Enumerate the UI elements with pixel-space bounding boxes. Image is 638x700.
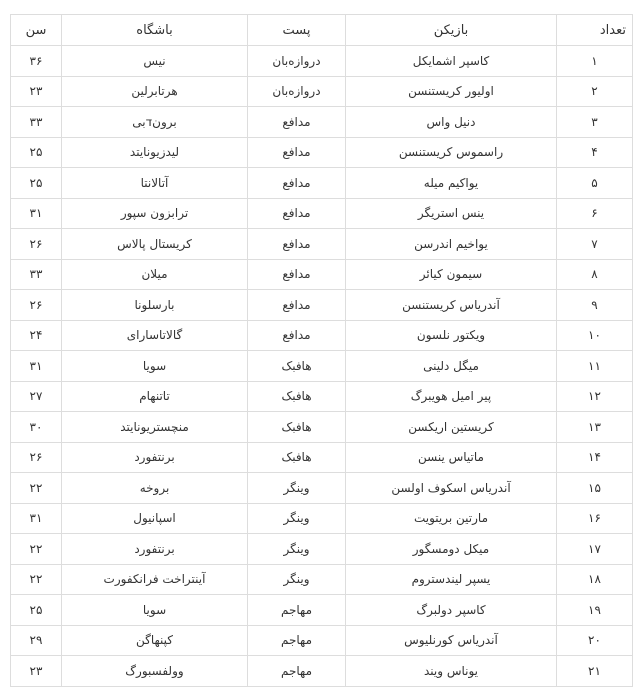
header-player: بازیکن xyxy=(346,15,557,46)
cell-position: مهاجم xyxy=(248,656,346,687)
cell-player: میکل دومسگور xyxy=(346,534,557,565)
cell-age: ۲۲ xyxy=(11,473,62,504)
cell-player: آندریاس اسکوف اولسن xyxy=(346,473,557,504)
cell-number: ۸ xyxy=(557,259,633,290)
cell-position: دروازه‌بان xyxy=(248,46,346,77)
cell-position: مهاجم xyxy=(248,625,346,656)
cell-club: تاتنهام xyxy=(62,381,248,412)
table-row xyxy=(11,503,633,534)
table-row xyxy=(11,46,633,77)
cell-age: ۳۳ xyxy=(11,259,62,290)
table-row xyxy=(11,229,633,260)
table-row xyxy=(11,198,633,229)
cell-player: کاسپر اشمایکل xyxy=(346,46,557,77)
cell-player: یواکیم میله xyxy=(346,168,557,199)
cell-club: کریستال پالاس xyxy=(62,229,248,260)
cell-player: کاسپر دولبرگ xyxy=(346,595,557,626)
cell-position: مدافع xyxy=(248,290,346,321)
cell-position: هافبک xyxy=(248,412,346,443)
cell-position: مدافع xyxy=(248,198,346,229)
cell-position: وینگر xyxy=(248,503,346,534)
cell-club: کپنهاگن xyxy=(62,625,248,656)
cell-player: پیر امیل هویبرگ xyxy=(346,381,557,412)
cell-age: ۲۲ xyxy=(11,564,62,595)
cell-age: ۲۵ xyxy=(11,595,62,626)
cell-player: اولیور کریستنسن xyxy=(346,76,557,107)
table-row xyxy=(11,625,633,656)
cell-age: ۲۵ xyxy=(11,168,62,199)
cell-club: برونדبی xyxy=(62,107,248,138)
cell-age: ۳۱ xyxy=(11,351,62,382)
cell-age: ۲۶ xyxy=(11,290,62,321)
cell-player: ویکتور نلسون xyxy=(346,320,557,351)
cell-position: مدافع xyxy=(248,168,346,199)
cell-age: ۳۱ xyxy=(11,198,62,229)
cell-position: وینگر xyxy=(248,534,346,565)
cell-number: ۱۲ xyxy=(557,381,633,412)
cell-player: سیمون کیائر xyxy=(346,259,557,290)
cell-number: ۹ xyxy=(557,290,633,321)
cell-player: آندریاس کریستنسن xyxy=(346,290,557,321)
cell-age: ۲۳ xyxy=(11,656,62,687)
cell-age: ۳۳ xyxy=(11,107,62,138)
cell-club: بارسلونا xyxy=(62,290,248,321)
table-row xyxy=(11,259,633,290)
cell-number: ۶ xyxy=(557,198,633,229)
header-age: سن xyxy=(11,15,62,46)
cell-player: یوناس ویند xyxy=(346,656,557,687)
cell-age: ۲۶ xyxy=(11,442,62,473)
cell-position: هافبک xyxy=(248,442,346,473)
cell-club: بروخه xyxy=(62,473,248,504)
table-row xyxy=(11,564,633,595)
cell-number: ۱۴ xyxy=(557,442,633,473)
cell-club: سویا xyxy=(62,595,248,626)
cell-number: ۲۱ xyxy=(557,656,633,687)
table-row xyxy=(11,534,633,565)
table-body xyxy=(11,46,633,687)
table-row xyxy=(11,76,633,107)
cell-club: منچستریونایتد xyxy=(62,412,248,443)
cell-position: مدافع xyxy=(248,320,346,351)
cell-club: ترابزون سپور xyxy=(62,198,248,229)
cell-number: ۵ xyxy=(557,168,633,199)
cell-club: برنتفورد xyxy=(62,534,248,565)
cell-club: لیدزیونایتد xyxy=(62,137,248,168)
cell-number: ۱ xyxy=(557,46,633,77)
cell-number: ۷ xyxy=(557,229,633,260)
cell-position: وینگر xyxy=(248,473,346,504)
header-number: تعداد xyxy=(557,15,633,46)
cell-number: ۱۵ xyxy=(557,473,633,504)
cell-age: ۲۷ xyxy=(11,381,62,412)
cell-position: هافبک xyxy=(248,351,346,382)
table-row xyxy=(11,595,633,626)
cell-age: ۲۳ xyxy=(11,76,62,107)
table-row xyxy=(11,168,633,199)
cell-club: هرتابرلین xyxy=(62,76,248,107)
cell-player: آندریاس کورنلیوس xyxy=(346,625,557,656)
table-row xyxy=(11,351,633,382)
cell-position: مهاجم xyxy=(248,595,346,626)
cell-player: ماتیاس ینسن xyxy=(346,442,557,473)
cell-number: ۳ xyxy=(557,107,633,138)
cell-player: میگل دلینی xyxy=(346,351,557,382)
table-row xyxy=(11,412,633,443)
cell-player: دنیل واس xyxy=(346,107,557,138)
cell-age: ۳۱ xyxy=(11,503,62,534)
cell-club: گالاتاسارای xyxy=(62,320,248,351)
cell-club: آینتراخت فرانکفورت xyxy=(62,564,248,595)
header-club: باشگاه xyxy=(62,15,248,46)
table-row xyxy=(11,381,633,412)
cell-position: مدافع xyxy=(248,259,346,290)
table-row xyxy=(11,442,633,473)
cell-club: برنتفورد xyxy=(62,442,248,473)
cell-number: ۱۰ xyxy=(557,320,633,351)
table-row xyxy=(11,473,633,504)
cell-player: مارتین بریتویت xyxy=(346,503,557,534)
cell-position: مدافع xyxy=(248,137,346,168)
cell-position: مدافع xyxy=(248,229,346,260)
header-position: پست xyxy=(248,15,346,46)
cell-position: مدافع xyxy=(248,107,346,138)
table-row xyxy=(11,656,633,687)
cell-number: ۱۶ xyxy=(557,503,633,534)
cell-player: کریستین اریکسن xyxy=(346,412,557,443)
cell-age: ۲۹ xyxy=(11,625,62,656)
cell-club: میلان xyxy=(62,259,248,290)
cell-age: ۳۰ xyxy=(11,412,62,443)
cell-club: وولفسبورگ xyxy=(62,656,248,687)
cell-club: اسپانیول xyxy=(62,503,248,534)
cell-club: نیس xyxy=(62,46,248,77)
table-header-row xyxy=(11,15,633,46)
cell-number: ۱۱ xyxy=(557,351,633,382)
cell-age: ۳۶ xyxy=(11,46,62,77)
cell-position: هافبک xyxy=(248,381,346,412)
cell-player: راسموس کریستنسن xyxy=(346,137,557,168)
cell-number: ۱۳ xyxy=(557,412,633,443)
cell-number: ۱۸ xyxy=(557,564,633,595)
cell-player: ینس استریگر xyxy=(346,198,557,229)
table-row xyxy=(11,137,633,168)
cell-player: یواخیم اندرسن xyxy=(346,229,557,260)
cell-club: آتالانتا xyxy=(62,168,248,199)
cell-player: یسپر لیندستروم xyxy=(346,564,557,595)
table-row xyxy=(11,107,633,138)
cell-number: ۱۷ xyxy=(557,534,633,565)
squad-table xyxy=(10,14,633,687)
cell-number: ۲۰ xyxy=(557,625,633,656)
cell-age: ۲۵ xyxy=(11,137,62,168)
table-row xyxy=(11,320,633,351)
cell-position: وینگر xyxy=(248,564,346,595)
cell-age: ۲۴ xyxy=(11,320,62,351)
cell-age: ۲۶ xyxy=(11,229,62,260)
cell-position: دروازه‌بان xyxy=(248,76,346,107)
cell-number: ۱۹ xyxy=(557,595,633,626)
cell-number: ۲ xyxy=(557,76,633,107)
cell-number: ۴ xyxy=(557,137,633,168)
table-row xyxy=(11,290,633,321)
cell-club: سویا xyxy=(62,351,248,382)
cell-age: ۲۲ xyxy=(11,534,62,565)
